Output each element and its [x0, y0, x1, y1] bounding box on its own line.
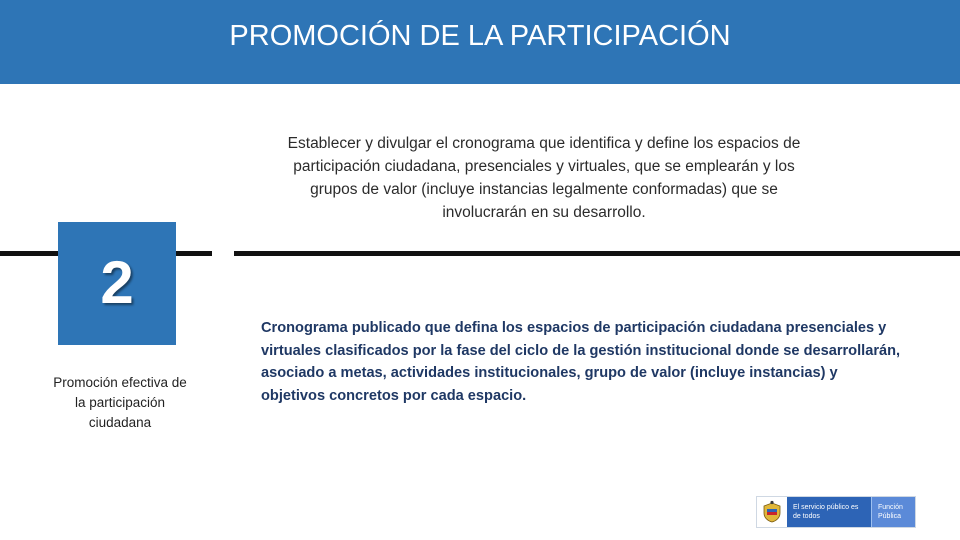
page-title: PROMOCIÓN DE LA PARTICIPACIÓN: [229, 20, 731, 52]
logo-side-text: Función Pública: [871, 497, 915, 527]
product-description: Cronograma publicado que defina los espacios de participación ciudadana presenciales y virtuales clasificados por la fase del ciclo de la gestión institucional donde se desarrollarán, asociado a metas, actividades institucionales, grupo de valor (incluye instancias) y objetivos concretos por cada espacio.: [261, 320, 901, 404]
step-number: 2: [100, 249, 134, 316]
step-caption: Promoción efectiva de la participación ciudadana: [53, 375, 187, 430]
intro-text: Establecer y divulgar el cronograma que identifica y define los espacios de participación ciudadana, presenciales y virtuales, que se emplearán y los grupos de valor (incluye instancias legalmente conformadas) que se involucrarán en su desarrollo.: [287, 135, 801, 221]
gov-logo: [756, 496, 916, 528]
colombia-coat-of-arms-icon: [757, 497, 787, 527]
logo-main-text: El servicio público es de todos: [787, 497, 871, 527]
divider-gap: [212, 249, 234, 258]
step-number-box: [58, 222, 176, 345]
title-banner: [0, 0, 960, 84]
